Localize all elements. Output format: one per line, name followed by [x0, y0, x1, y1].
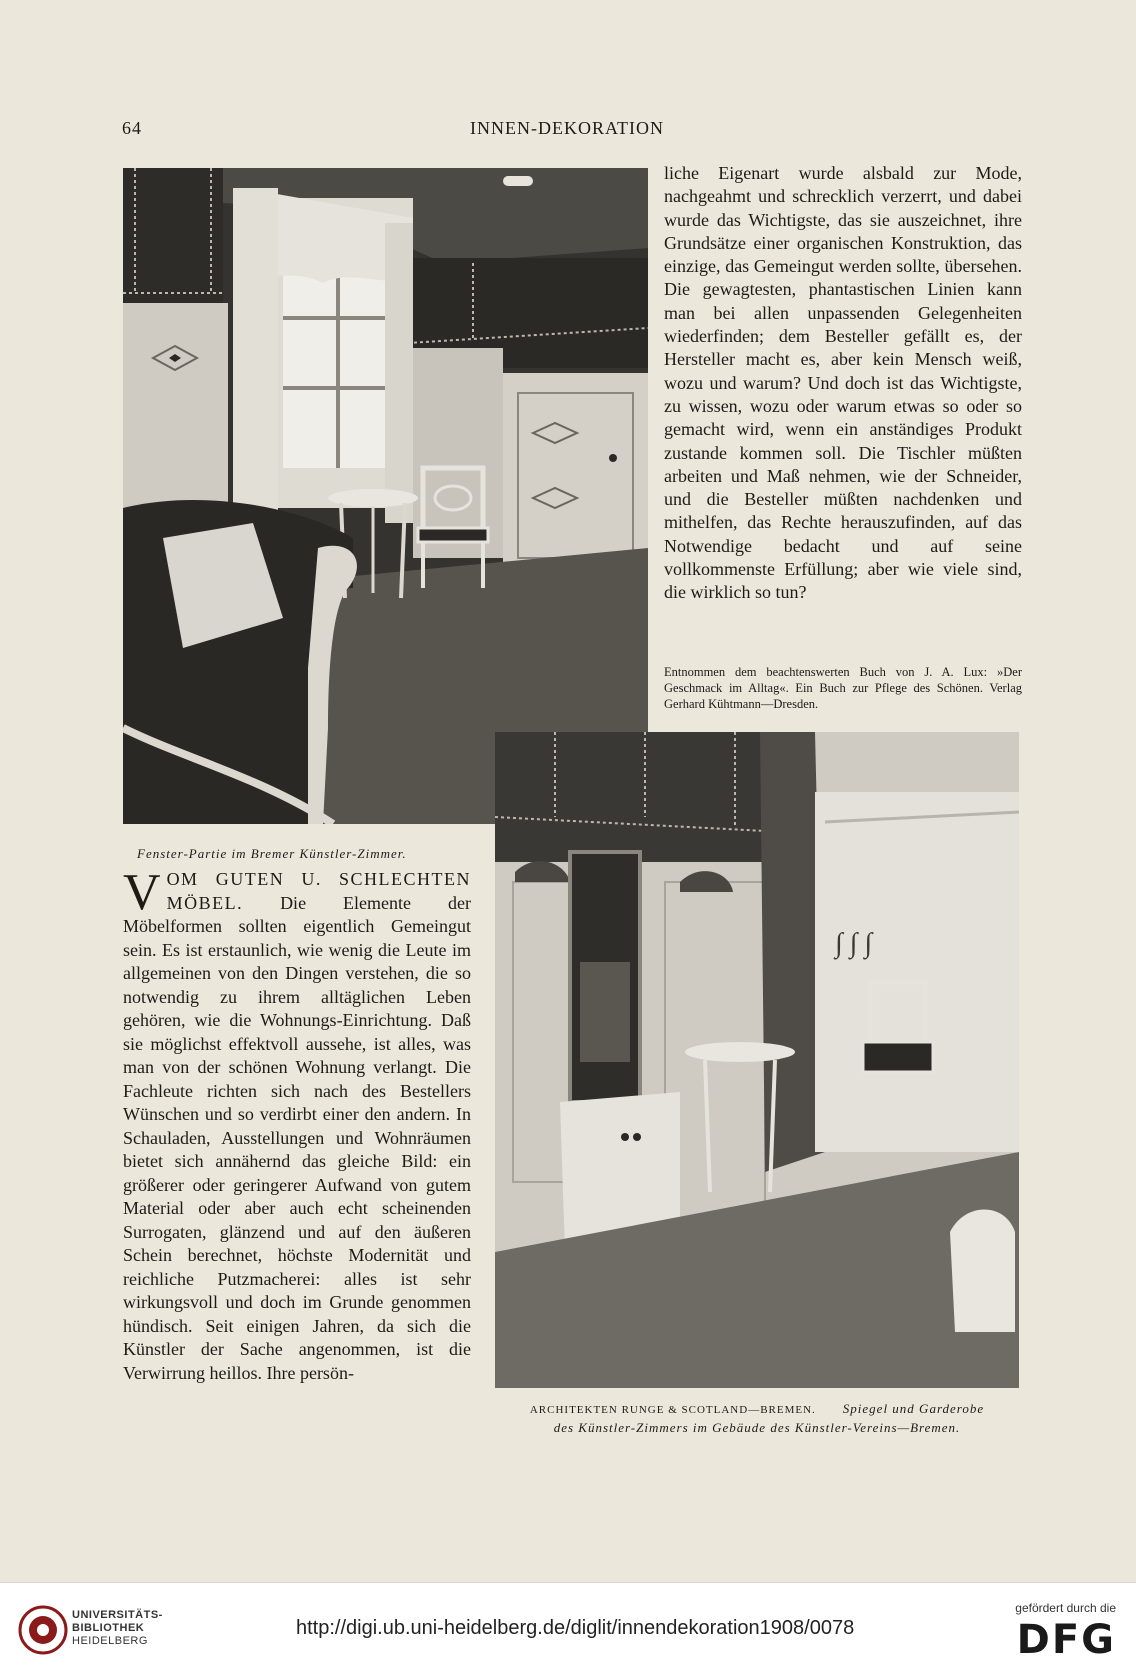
page-number: 64 [122, 118, 142, 138]
architect-credit: ARCHITEKTEN RUNGE & SCOTLAND—BREMEN. [529, 1404, 816, 1416]
permalink-url[interactable]: http://digi.ub.uni-heidelberg.de/diglit/innendekoration1908/0078 [296, 1617, 855, 1639]
university-seal-icon [18, 1605, 68, 1655]
funding-note: gefördert durch die [1015, 1601, 1116, 1615]
article-paragraph [123, 864, 471, 1385]
running-head [0, 118, 1136, 142]
article-text: Die Elemente der Möbelformen sollten eigentlich Gemeingut sein. Es ist erstaunlich, wie wenig die Leute im allgemeinen von den Dingen verstehen, die so notwendig zu ihrem alltäglichen Leben gehören, wie die Wohnungs-Einrichtung. Daß sie möglichst effektvoll aussehe, ist alles, was man von der schönen Wohnung verlangt. Die Fachleute richten sich nach des Bestellers Wünschen und so verdirbt einer den andern. In Schauladen, Ausstellungen und Wohnräumen bietet sich annähernd das gleiche Bild: ein größerer oder geringerer Aufwand von gutem Material oder aber auch echt scheinenden Surrogaten, glänzend und auf den äußeren Schein berechnet, höchste Modernität und reichliche Putzmacherei: alles ist sehr wirkungsvoll und doch im Grunde genommen hündisch. Seit einigen Jahren, da sich die Künstler der Sache angenommen, ist die Verwirrung heillos. Ihre persön- [123, 892, 471, 1383]
drop-cap: V [123, 864, 161, 921]
caption-title: Spiegel und Garderobe [842, 1401, 985, 1416]
caption-window-photo: Fenster-Partie im Bremer Künstler-Zimmer. [137, 846, 407, 861]
photo-window-illustration [123, 168, 648, 824]
university-name[interactable] [72, 1609, 163, 1648]
article-heading: OM GUTEN U. SCHLECHTEN MÖBEL. [166, 869, 471, 913]
caption-subtitle: des Künstler-Zimmers im Gebäude des Künstler-Vereins—Bremen. [553, 1420, 961, 1435]
photo-window-section [123, 168, 648, 824]
article-body [123, 864, 471, 1385]
institution-line-2: BIBLIOTHEK [72, 1622, 145, 1634]
source-note: Entnommen dem beachtenswerten Buch von J. A. Lux: »Der Geschmack im Alltag«. Ein Buch zur Pflege des Schönen. Verlag Gerhard Kühtmann—Dresden. [664, 665, 1022, 711]
journal-title: INNEN-DEKORATION [470, 118, 664, 138]
viewer-footer [0, 1582, 1136, 1672]
dfg-logo[interactable]: DFG [1016, 1617, 1116, 1663]
right-column-paragraph: liche Eigenart wurde alsbald zur Mode, nachgeahmt und schrecklich verzerrt, und dabei wurde das Wichtigste, das sie auszeichnet, ihre Grundsätze einer organischen Konstruktion, das einzige, das Gemeingut werden sollte, übersehen. Die gewagtesten, phantastischen Linien kann man bei allen unpassenden Gelegenheiten wiederfinden; dem Besteller gefällt es, der Hersteller macht es, aber kein Mensch weiß, wozu und warum? Und doch ist das Wichtigste, zu wissen, wozu oder warum etwas so oder so gemacht wird, wenn ein anständiges Produkt zustande kommen soll. Die Tischler müßten arbeiten und Maß nehmen, wie der Schneider, und die Besteller müßten nachdenken und mithelfen, das Rechte herauszufinden, auf das Notwendige bedacht und auf seine vollkommenste Erfüllung; aber wie viele sind, die wirklich so tun? [664, 163, 1022, 603]
photo-mirror-wardrobe [495, 732, 1019, 1388]
institution-line-1: UNIVERSITÄTS- [72, 1609, 163, 1621]
photo-wardrobe-illustration [495, 732, 1019, 1388]
svg-text:∫ ∫ ∫: ∫ ∫ ∫ [835, 928, 873, 959]
right-column-text [664, 162, 1022, 605]
institution-line-3: HEIDELBERG [72, 1635, 148, 1647]
caption-wardrobe-photo [495, 1400, 1019, 1436]
